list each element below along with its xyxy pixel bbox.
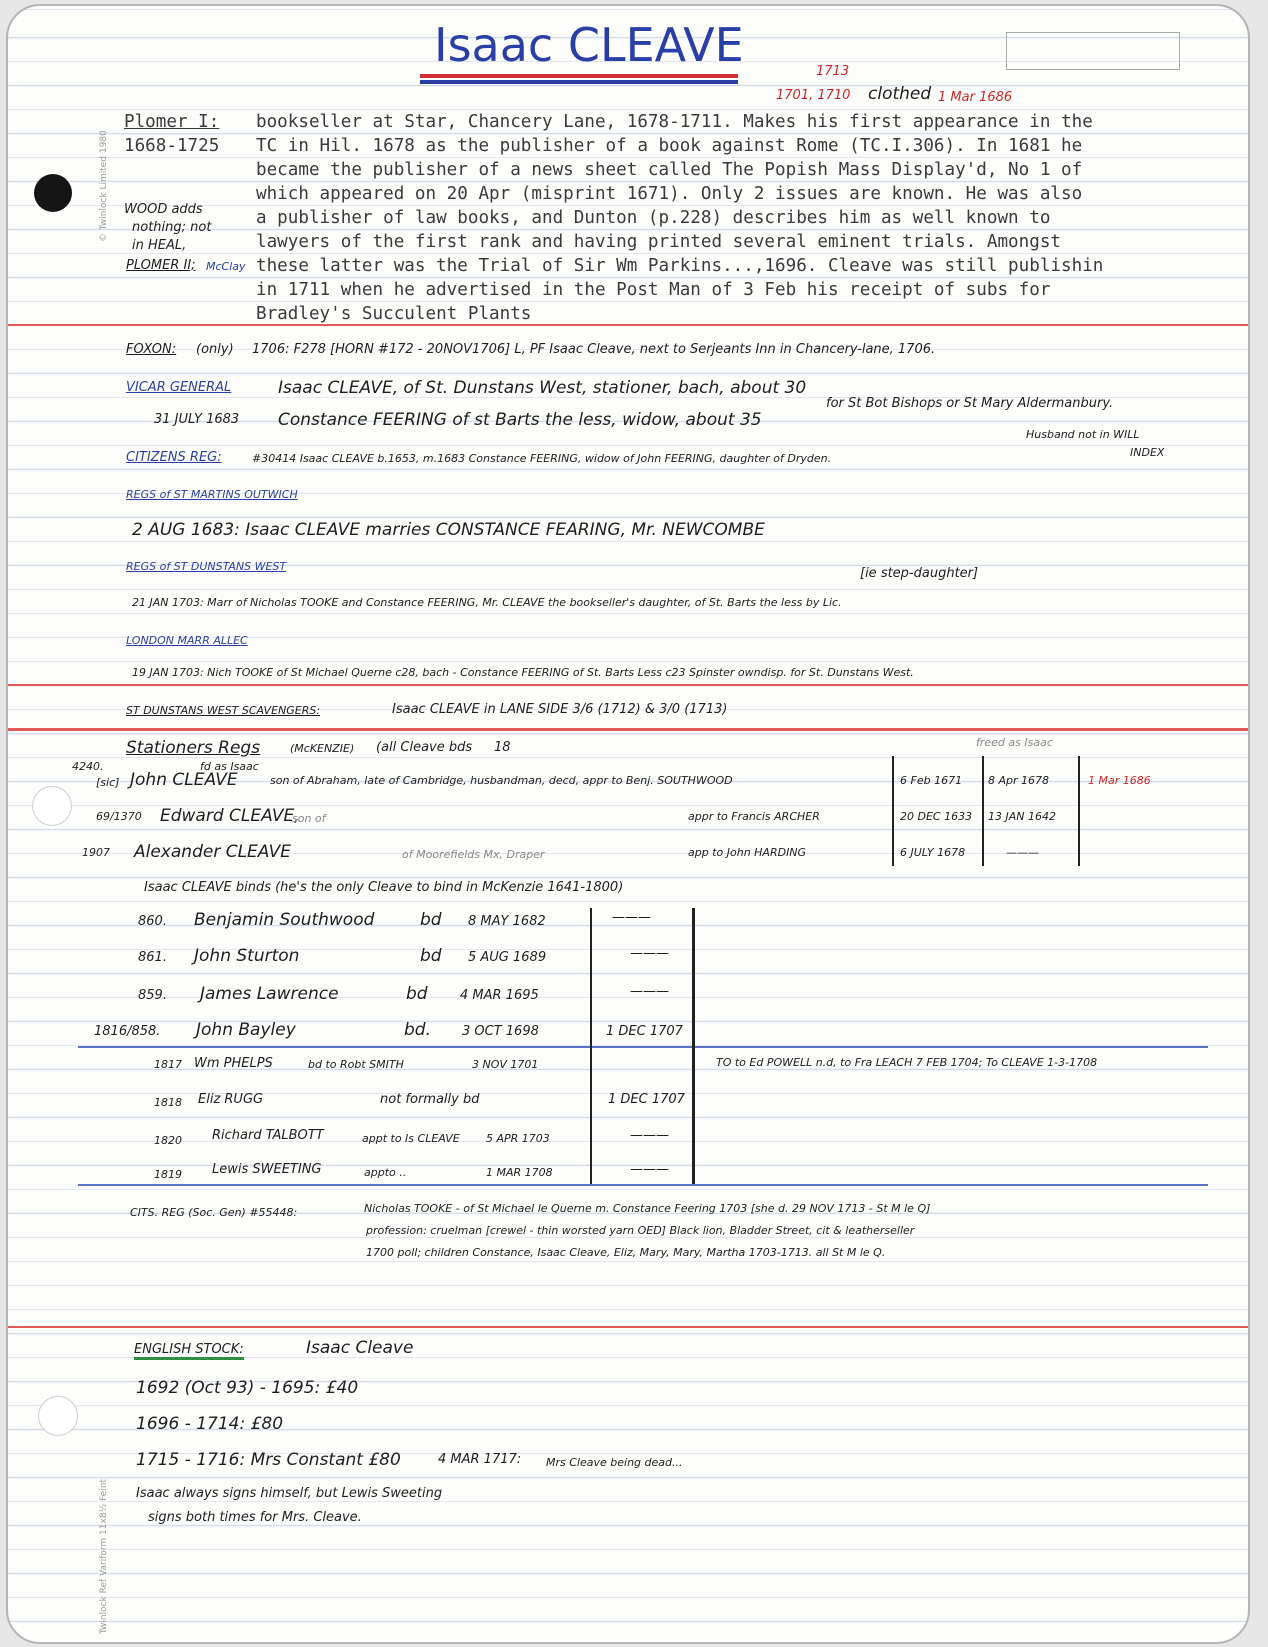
english-row: 1692 (Oct 93) - 1695: £40 <box>136 1378 359 1398</box>
plomer-line: a publisher of law books, and Dunton (p.228) describes him as well known to <box>256 208 1051 228</box>
scavengers-label: ST DUNSTANS WEST SCAVENGERS: <box>126 704 321 717</box>
plomer-line: Bradley's Succulent Plants <box>256 304 532 324</box>
ref-box <box>1006 32 1180 70</box>
martins-label: REGS of ST MARTINS OUTWICH <box>126 488 298 501</box>
copyright-margin-text: © Twinlock Limited 1980 <box>99 130 109 242</box>
turn-name: Eliz RUGG <box>198 1092 264 1107</box>
clothed-label: clothed <box>868 84 932 104</box>
turn-num: 1818 <box>154 1096 182 1109</box>
vicar-line1: Isaac CLEAVE, of St. Dunstans West, stationer, bach, about 30 <box>278 378 807 398</box>
row-clothed: 1 Mar 1686 <box>1088 774 1151 787</box>
turn-desc: not formally bd <box>380 1092 480 1107</box>
row-sic: [sic] <box>96 776 120 789</box>
turn-date: 1 MAR 1708 <box>486 1166 553 1179</box>
app-name: Benjamin Southwood <box>194 910 375 930</box>
plomer-line: bookseller at Star, Chancery Lane, 1678-1711. Makes his first appearance in the <box>256 112 1093 132</box>
row-desc: of Moorefields Mx, Draper <box>402 848 545 861</box>
plomer-source: Plomer I: <box>124 112 220 132</box>
row-master: appr to Francis ARCHER <box>688 810 820 823</box>
title-underline-red <box>420 74 738 78</box>
row-bound: 20 DEC 1633 <box>900 810 973 823</box>
row-num: 1907 <box>82 846 110 859</box>
wood-note-2: nothing; not <box>132 220 212 235</box>
english-dead-date: 4 MAR 1717: <box>438 1452 522 1467</box>
app-num: 860. <box>138 914 167 929</box>
app-num: 859. <box>138 988 167 1003</box>
red-rule <box>8 324 1248 326</box>
english-note1: Isaac always signs himself, but Lewis Sweeting <box>136 1486 443 1501</box>
turn-date: 5 APR 1703 <box>486 1132 550 1145</box>
turn-freed: ——— <box>630 1162 669 1177</box>
app-date: 5 AUG 1689 <box>468 950 547 965</box>
row-freed: 13 JAN 1642 <box>988 810 1056 823</box>
index-card <box>6 4 1250 1644</box>
plomer-line: became the publisher of a news sheet called The Popish Mass Display'd, No 1 of <box>256 160 1083 180</box>
app-date: 3 OCT 1698 <box>462 1024 539 1039</box>
stationers-mckenzie: (McKENZIE) <box>290 742 355 755</box>
app-num: 1816/858. <box>94 1024 161 1039</box>
app-name: John Sturton <box>194 946 300 966</box>
london-label: LONDON MARR ALLEC <box>126 634 248 647</box>
turn-freed: ——— <box>630 1128 669 1143</box>
date-alt: 1713 <box>816 64 850 79</box>
citizens-note1: Husband not in WILL <box>1026 428 1140 441</box>
fd-note: fd as Isaac <box>200 760 259 773</box>
form-ref-margin-text: Twinlock Ref Variform 11x8½ Feint <box>99 1478 109 1634</box>
plomer-line: these latter was the Trial of Sir Wm Parkins...,1696. Cleave was still publishin <box>256 256 1104 276</box>
app-date: 4 MAR 1695 <box>460 988 539 1003</box>
london-text: 19 JAN 1703: Nich TOOKE of St Michael Querne c28, bach - Constance FEERING of St. Barts Less c23 Spinster owndisp. for St. Dunstans West. <box>132 666 914 679</box>
cits-line1: Nicholas TOOKE - of St Michael le Querne m. Constance Feering 1703 [she d. 29 NOV 1713 - St M le Q] <box>364 1202 931 1215</box>
turn-name: Wm PHELPS <box>194 1056 273 1071</box>
english-row: 1696 - 1714: £80 <box>136 1414 284 1434</box>
turn-freed: 1 DEC 1707 <box>608 1092 685 1107</box>
row-num: 69/1370 <box>96 810 142 823</box>
turn-name: Lewis SWEETING <box>212 1162 322 1177</box>
stationers-count: 18 <box>494 740 511 755</box>
app-num: 861. <box>138 950 167 965</box>
foxon-text: 1706: F278 [HORN #172 - 20NOV1706] L, PF Isaac Cleave, next to Serjeants Inn in Chancery-lane, 1706. <box>252 342 936 357</box>
row-bound: 6 Feb 1671 <box>900 774 963 787</box>
column-line <box>892 756 894 866</box>
dunstans-text: 21 JAN 1703: Marr of Nicholas TOOKE and Constance FEERING, Mr. CLEAVE the bookseller's daughter, of St. Barts the less by Lic. <box>132 596 842 609</box>
stationers-note: (all Cleave bds <box>376 740 473 755</box>
stationers-label: Stationers Regs <box>126 738 261 758</box>
red-rule <box>8 1326 1248 1328</box>
vicar-label: VICAR GENERAL <box>126 380 232 395</box>
column-line <box>1078 756 1080 866</box>
vicar-aside: for St Bot Bishops or St Mary Aldermanbury. <box>826 396 1114 411</box>
turn-desc: appto .. <box>364 1166 407 1179</box>
turn-num: 1819 <box>154 1168 182 1181</box>
binds-heading: Isaac CLEAVE binds (he's the only Cleave to bind in McKenzie 1641-1800) <box>144 880 624 895</box>
table-bar <box>590 908 592 1184</box>
wood-note-1: WOOD adds <box>124 202 203 217</box>
row-desc: son of <box>292 812 326 825</box>
row-bound: 6 JULY 1678 <box>900 846 966 859</box>
punch-hole-middle <box>32 786 72 826</box>
title-underline-blue <box>420 80 738 84</box>
app-bd: bd <box>420 910 442 930</box>
red-rule-thick <box>8 728 1248 731</box>
app-bd: bd. <box>404 1020 431 1040</box>
freed-note: freed as Isaac <box>976 736 1053 749</box>
cits-label: CITS. REG (Soc. Gen) #55448: <box>130 1206 298 1219</box>
punch-hole-top <box>34 174 72 212</box>
turnover-note: TO to Ed POWELL n.d, to Fra LEACH 7 FEB 1704; To CLEAVE 1-3-1708 <box>716 1056 1098 1069</box>
plomer-line: in 1711 when he advertised in the Post Man of 3 Feb his receipt of subs for <box>256 280 1051 300</box>
row-desc: son of Abraham, late of Cambridge, husbandman, decd, appr to Benj. SOUTHWOOD <box>270 774 733 787</box>
row-num: 4240. <box>72 760 104 773</box>
plomer-line: lawyers of the first rank and having printed several eminent trials. Amongst <box>256 232 1062 252</box>
plomer-text <box>256 110 1196 326</box>
foxon-label: FOXON: <box>126 342 177 357</box>
app-freed: ——— <box>630 984 669 999</box>
wood-note-3: in HEAL, <box>132 238 187 253</box>
english-name: Isaac Cleave <box>306 1338 414 1358</box>
clothed-date: 1 Mar 1686 <box>938 90 1013 105</box>
row-master: app to John HARDING <box>688 846 807 859</box>
blue-rule <box>78 1046 1208 1048</box>
app-freed: ——— <box>630 946 669 961</box>
english-row: 1715 - 1716: Mrs Constant £80 <box>136 1450 401 1470</box>
dunstans-bracket: [ie step-daughter] <box>860 566 979 581</box>
dates: 1701, 1710 <box>776 88 851 103</box>
citizens-note2: INDEX <box>1130 446 1165 459</box>
plomer-line: which appeared on 20 Apr (misprint 1671). Only 2 issues are known. He was also <box>256 184 1083 204</box>
foxon-note: (only) <box>196 342 234 357</box>
english-label: ENGLISH STOCK: <box>134 1342 244 1360</box>
row-name: Alexander CLEAVE <box>134 842 291 862</box>
app-bd: bd <box>406 984 428 1004</box>
table-bar <box>692 908 695 1184</box>
citizens-label: CITIZENS REG: <box>126 450 222 465</box>
row-freed: ——— <box>1006 846 1039 859</box>
english-dead-text: Mrs Cleave being dead... <box>546 1456 683 1469</box>
app-bd: bd <box>420 946 442 966</box>
page-title: Isaac CLEAVE <box>434 18 744 72</box>
cits-line2: profession: cruelman [crewel - thin worsted yarn OED] Black lion, Bladder Street, cit & leatherseller <box>366 1224 915 1237</box>
blue-rule <box>78 1184 1208 1186</box>
row-name: Edward CLEAVE, <box>160 806 300 826</box>
citizens-text: #30414 Isaac CLEAVE b.1653, m.1683 Constance FEERING, widow of John FEERING, daughter of Dryden. <box>252 452 832 465</box>
cits-line3: 1700 poll; children Constance, Isaac Cleave, Eliz, Mary, Mary, Martha 1703-1713. all St M le Q. <box>366 1246 886 1259</box>
vicar-date: 31 JULY 1683 <box>154 412 240 427</box>
column-line <box>982 756 984 866</box>
turn-desc: appt to Is CLEAVE <box>362 1132 460 1145</box>
vicar-line2: Constance FEERING of st Barts the less, widow, about 35 <box>278 410 762 430</box>
row-name: John CLEAVE <box>130 770 238 790</box>
scavengers-text: Isaac CLEAVE in LANE SIDE 3/6 (1712) & 3/0 (1713) <box>392 702 728 717</box>
turn-desc: bd to Robt SMITH <box>308 1058 404 1071</box>
app-name: John Bayley <box>196 1020 296 1040</box>
red-rule <box>8 684 1248 686</box>
app-date: 8 MAY 1682 <box>468 914 546 929</box>
turn-num: 1817 <box>154 1058 182 1071</box>
english-note2: signs both times for Mrs. Cleave. <box>148 1510 362 1525</box>
app-freed: 1 DEC 1707 <box>606 1024 683 1039</box>
app-name: James Lawrence <box>200 984 339 1004</box>
app-freed: ——— <box>612 910 651 925</box>
turn-name: Richard TALBOTT <box>212 1128 324 1143</box>
row-freed: 8 Apr 1678 <box>988 774 1050 787</box>
martins-text: 2 AUG 1683: Isaac CLEAVE marries CONSTANCE FEARING, Mr. NEWCOMBE <box>132 520 765 540</box>
plomer-line: TC in Hil. 1678 as the publisher of a book against Rome (TC.I.306). In 1681 he <box>256 136 1083 156</box>
punch-hole-bottom <box>38 1396 78 1436</box>
plomer-range: 1668-1725 <box>124 136 220 156</box>
mcclay-note: McClay <box>206 260 246 273</box>
turn-num: 1820 <box>154 1134 182 1147</box>
plomer2-note: PLOMER II; <box>126 258 196 273</box>
turn-date: 3 NOV 1701 <box>472 1058 539 1071</box>
dunstans-label: REGS of ST DUNSTANS WEST <box>126 560 287 573</box>
